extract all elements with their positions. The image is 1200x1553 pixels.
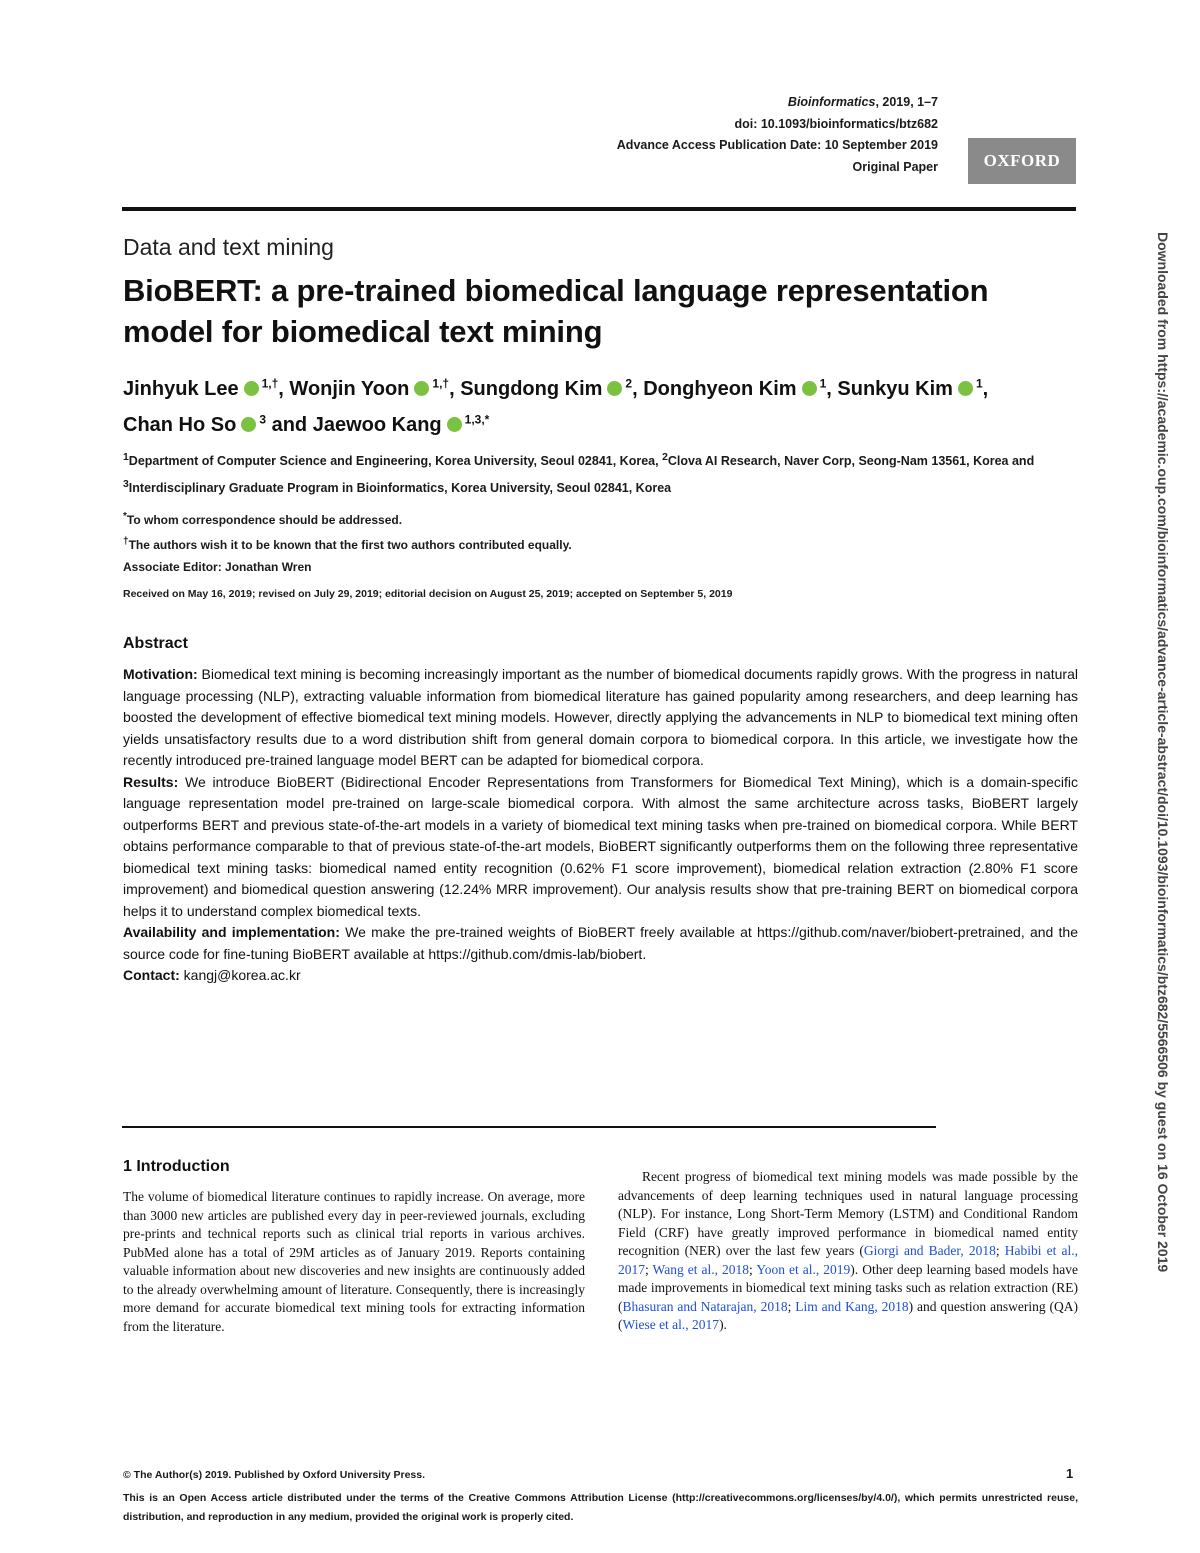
orcid-icon[interactable] [241, 417, 256, 432]
intro-paragraph-2: Recent progress of biomedical text mining models was made possible by the advancements of deep learning techniques used in natural language processing (NLP). For instance, Long Short-Term Memory (LSTM) and Conditional Random Field (CRF) have greatly improved performance in biomedical named entity recognition (NER) over the last few years (Giorgi and Bader, 2018; Habibi et al., 2017; Wang et al., 2018; Yoon et al., 2019). Other deep learning based models have made improvements in biomedical text mining tasks such as relation extraction (RE) (Bhasuran and Natarajan, 2018; Lim and Kang, 2018) and question answering (QA) (Wiese et al., 2017). [618, 1169, 1079, 1332]
author-affiliation-mark: 1,† [261, 376, 279, 390]
author: Wonjin Yoon $^{1,\dagger}$, [289, 376, 455, 400]
footer-copyright: © The Author(s) 2019. Published by Oxford University Press. [123, 1469, 426, 1481]
author-name: Wonjin Yoon [289, 377, 410, 400]
author: Sungdong Kim $^2$, [460, 376, 638, 400]
author-notes [123, 506, 1023, 578]
citation-link[interactable]: Bhasuran and Natarajan, 2018 [622, 1298, 788, 1314]
abstract-heading: Abstract [123, 635, 188, 652]
citation-link[interactable]: Wang et al., 2018 [652, 1261, 750, 1277]
citation-link[interactable]: Yoon et al., 2019 [756, 1261, 851, 1277]
author-affiliation-mark: 3 [259, 412, 267, 427]
orcid-icon[interactable] [607, 381, 622, 396]
author-affiliation-mark: 2 [625, 376, 633, 390]
abstract-contact: Contact: kangj@korea.ac.kr [123, 967, 301, 983]
author: Jinhyuk Lee $^{1,\dagger}$, [123, 376, 284, 400]
abstract-motivation: Motivation: Biomedical text mining is becoming increasingly important as the number of biomedical documents rapidly grows. With the progress in natural language processing (NLP), extracting valuable information from biomedical literature has gained popularity among researchers, and deep learning has boosted the development of effective biomedical text mining models. However, directly applying the advancements in NLP to biomedical text mining often yields unsatisfactory results due to a word distribution shift from general domain corpora to biomedical corpora. In this article, we investigate how the recently introduced pre-trained language model BERT can be adapted for biomedical corpora. [123, 666, 1078, 768]
footer-license: This is an Open Access article distributed under the terms of the Creative Commons Attribution License (http://creativecommons.org/licenses/by/4.0/), which permits unrestricted reuse, distribution, and reproduction in any medium, provided the original work is properly cited. [123, 1492, 1078, 1523]
intro-heading: 1 Introduction [123, 1158, 230, 1175]
journal-info [617, 92, 938, 178]
author-name: Chan Ho So [123, 414, 237, 437]
advance-access-date: Advance Access Publication Date: 10 September 2019 [616, 138, 938, 152]
intro-paragraph-1: The volume of biomedical literature continues to rapidly increase. On average, more than 3000 new articles are published every day in peer-reviewed journals, excluding pre-prints and technical reports such as clinical trial reports in various archives. PubMed alone has a total of 29M articles as of January 2019. Reports containing valuable information about new discoveries and new insights are continuously added to the already overwhelming amount of literature. Consequently, there is increasingly more demand for accurate biomedical text mining tools for extracting information from the literature. [123, 1189, 585, 1334]
oxford-logo: OXFORD [968, 138, 1076, 184]
author-affiliation-mark: 1 [975, 376, 983, 390]
abstract-availability: Availability and implementation: We make the pre-trained weights of BioBERT freely available at https://github.com/naver/biobert-pretrained, and the source code for fine-tuning BioBERT available at https://github.com/dmis-lab/biobert. [123, 924, 1079, 962]
top-divider [122, 207, 1076, 211]
author-affiliation-mark: 1,† [432, 376, 450, 390]
author-name: Donghyeon Kim [643, 377, 797, 400]
abstract-divider [122, 1126, 936, 1128]
journal-name: Bioinformatics [787, 95, 876, 109]
author-affiliation-mark: 1 [819, 376, 827, 390]
orcid-icon[interactable] [802, 381, 817, 396]
correspondence-note: *To whom correspondence should be addressed. [123, 511, 403, 527]
author-name: Jaewoo Kang [312, 414, 442, 437]
page-number: 1 [1066, 1466, 1074, 1481]
download-watermark: Downloaded from https://academic.oup.com/bioinformatics/advance-article-abstract/doi/10.1093/bioinformatics/btz682/5566506 by guest on 16 October 2019 [1155, 232, 1171, 1273]
section-label: Data and text mining [123, 234, 334, 260]
citation-link[interactable]: Lim and Kang, 2018 [795, 1298, 909, 1314]
paper-title: BioBERT: a pre-trained biomedical language representation model for biomedical text mining [123, 273, 989, 349]
doi[interactable]: doi: 10.1093/bioinformatics/btz682 [734, 116, 938, 131]
author: Sunkyu Kim $^1$, [837, 376, 989, 400]
author-list [123, 368, 1063, 441]
author [313, 414, 490, 436]
author-name: Jinhyuk Lee [123, 377, 239, 400]
associate-editor: Associate Editor: Jonathan Wren [123, 560, 312, 574]
author-name: Sungdong Kim [460, 377, 603, 400]
citation-link[interactable]: Wiese et al., 2017 [622, 1317, 720, 1332]
author-affiliation-mark: 1,3,* [464, 412, 490, 427]
orcid-icon[interactable] [244, 381, 259, 396]
abstract-results: Results: We introduce BioBERT (Bidirectional Encoder Representations from Transformers for Biomedical Text Mining), which is a domain-specific language representation model pre-trained on large-scale biomedical corpora. With almost the same architecture across tasks, BioBERT largely outperforms BERT and previous state-of-the-art models in a variety of biomedical text mining tasks when pre-trained on biomedical corpora. While BERT obtains performance comparable to that of previous state-of-the-art models, BioBERT significantly outperforms them on the following three representative biomedical text mining tasks: biomedical named entity recognition (0.62% F1 score improvement), biomedical relation extraction (2.80% F1 score improvement) and biomedical question answering (12.24% MRR improvement). Our analysis results show that pre-training BERT on biomedical corpora helps it to understand complex biomedical texts. [123, 773, 1078, 919]
abstract-body [123, 664, 1078, 987]
citation-link[interactable]: Habibi et al., 2017 [618, 1243, 1078, 1277]
contact-email[interactable]: kangj@korea.ac.kr [179, 967, 301, 983]
author: Chan Ho So $^3$ and [123, 412, 308, 437]
orcid-icon[interactable] [414, 381, 429, 396]
submission-history: Received on May 16, 2019; revised on July 29, 2019; editorial decision on August 25, 2019; accepted on September 5, 2019 [123, 588, 733, 600]
equal-contribution-note: †The authors wish it to be known that the first two authors contributed equally. [123, 536, 572, 552]
affiliations: $^1$Department of Computer Science and Engineering, Korea University, Seoul 02841, Korea, $^2$Clova AI Research, Naver Corp, Seong-Nam 13561, Korea and $^3$Interdisciplinary Graduate Program in Bioinformatics, Korea University, Seoul 02841, Korea [123, 452, 1035, 496]
citation-link[interactable]: Giorgi and Bader, 2018 [863, 1243, 996, 1258]
orcid-icon[interactable] [447, 417, 462, 432]
author: Donghyeon Kim $^1$, [643, 376, 832, 400]
orcid-icon[interactable] [958, 381, 973, 396]
paper-type: Original Paper [852, 159, 938, 174]
author-name: Sunkyu Kim [837, 377, 953, 400]
journal-citation: Bioinformatics, 2019, 1–7 [787, 95, 938, 109]
